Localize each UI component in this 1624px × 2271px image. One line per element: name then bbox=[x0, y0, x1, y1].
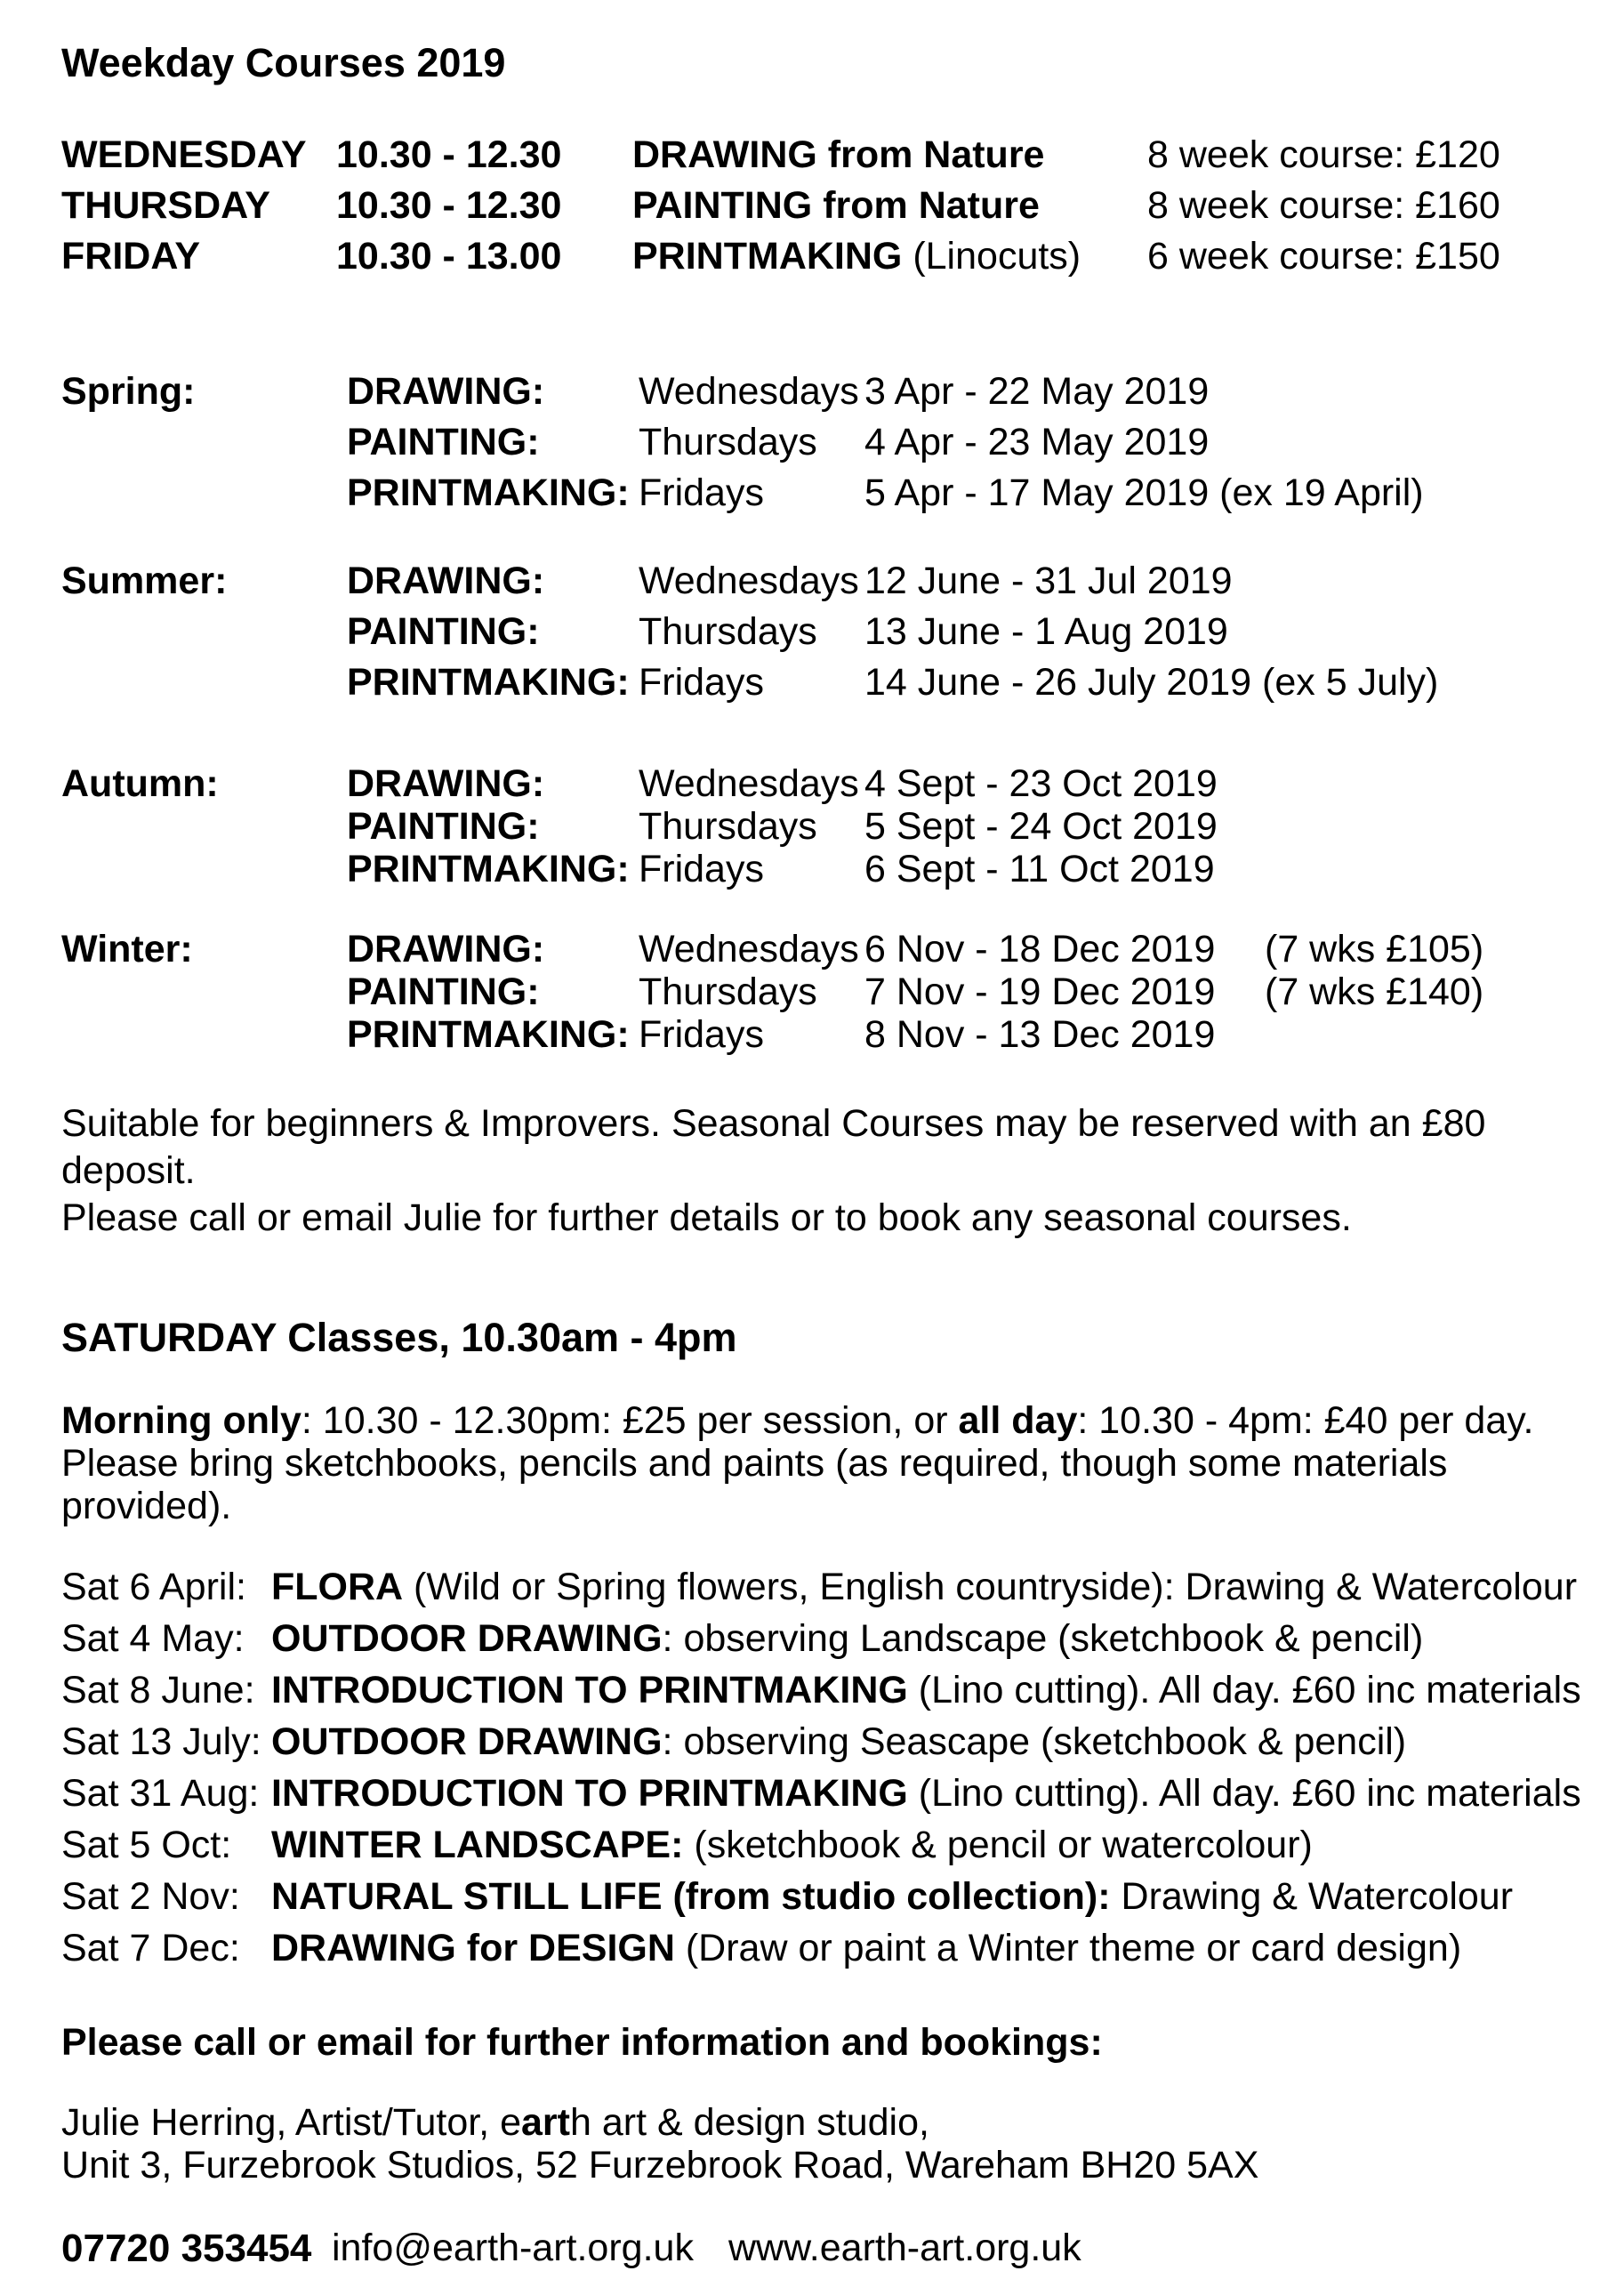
class-info bbox=[271, 1566, 1577, 1609]
class-date: Sat 8 June: bbox=[61, 1669, 255, 1711]
class-desc: (Lino cutting). All day. £60 inc materials bbox=[907, 1772, 1581, 1815]
saturday-heading: SATURDAY Classes, 10.30am - 4pm bbox=[61, 1315, 737, 1360]
class-date: Sat 6 April: bbox=[61, 1566, 246, 1608]
weekday-label: Fridays bbox=[639, 661, 764, 704]
price-note: (7 wks £105) bbox=[1265, 928, 1484, 970]
weekday-label: Thursdays bbox=[639, 610, 817, 653]
class-title: NATURAL STILL LIFE (from studio collection): bbox=[271, 1875, 1111, 1918]
weekday-label: Thursdays bbox=[639, 421, 817, 463]
weekday-label: Thursdays bbox=[639, 805, 817, 848]
course-name-bold: PAINTING from Nature bbox=[632, 184, 1040, 227]
list-item bbox=[61, 1669, 1588, 1720]
class-info bbox=[271, 1720, 1406, 1764]
season-name: Winter: bbox=[61, 928, 193, 970]
date-range: 4 Apr - 23 May 2019 bbox=[864, 421, 1210, 463]
season-name: Spring: bbox=[61, 370, 196, 413]
class-date: Sat 7 Dec: bbox=[61, 1927, 240, 1969]
contact-phone-row bbox=[61, 2227, 1588, 2271]
pricing-morning-bold: Morning only bbox=[61, 1399, 301, 1442]
date-range: 8 Nov - 13 Dec 2019 bbox=[864, 1013, 1216, 1056]
weekday-label: Fridays bbox=[639, 1013, 764, 1056]
class-info bbox=[271, 1617, 1423, 1661]
pricing-allday-bold: all day bbox=[958, 1399, 1078, 1442]
contact-heading: Please call or email for further information and bookings: bbox=[61, 2021, 1103, 2064]
course-name-bold: DRAWING from Nature bbox=[632, 133, 1045, 176]
weekday-label: Wednesdays bbox=[639, 560, 859, 602]
pricing-morning-text: : 10.30 - 12.30pm: £25 per session, or bbox=[301, 1399, 959, 1442]
time-label: 10.30 - 12.30 bbox=[336, 133, 562, 176]
day-label: FRIDAY bbox=[61, 235, 201, 278]
contact-name-pre: Julie Herring, Artist/Tutor, e bbox=[61, 2101, 521, 2144]
day-label: THURSDAY bbox=[61, 184, 270, 227]
contact-name-bold: art bbox=[521, 2101, 570, 2144]
contact-line-address: Unit 3, Furzebrook Studios, 52 Furzebrook Road, Wareham BH20 5AX bbox=[61, 2144, 1259, 2186]
page-title: Weekday Courses 2019 bbox=[61, 40, 506, 85]
class-date: Sat 13 July: bbox=[61, 1720, 261, 1763]
date-range: 4 Sept - 23 Oct 2019 bbox=[864, 762, 1218, 805]
list-item bbox=[61, 1875, 1588, 1927]
course-price: 6 week course: £150 bbox=[1147, 235, 1500, 278]
booking-notes bbox=[61, 1100, 1588, 1242]
course-label: PAINTING: bbox=[347, 970, 540, 1013]
class-title: OUTDOOR DRAWING bbox=[271, 1720, 663, 1763]
date-range: 7 Nov - 19 Dec 2019 bbox=[864, 970, 1216, 1013]
weekday-course-table bbox=[61, 133, 1588, 286]
course-label: PRINTMAKING: bbox=[347, 471, 630, 514]
course-label: DRAWING: bbox=[347, 928, 545, 970]
phone-number: 07720 353454 bbox=[61, 2227, 312, 2270]
date-range: 6 Nov - 18 Dec 2019 bbox=[864, 928, 1216, 970]
list-item bbox=[61, 1566, 1588, 1617]
date-range: 12 June - 31 Jul 2019 bbox=[864, 560, 1233, 602]
class-desc: Drawing & Watercolour bbox=[1110, 1875, 1514, 1918]
class-info bbox=[271, 1669, 1581, 1712]
class-date: Sat 31 Aug: bbox=[61, 1772, 260, 1815]
weekday-label: Wednesdays bbox=[639, 370, 859, 413]
season-block-winter bbox=[61, 928, 1588, 1056]
weekday-label: Wednesdays bbox=[639, 928, 859, 970]
contact-name-post: h art & design studio, bbox=[569, 2101, 929, 2144]
class-desc: (Lino cutting). All day. £60 inc materials bbox=[907, 1669, 1581, 1711]
course-label: PRINTMAKING: bbox=[347, 848, 630, 890]
course-label: PAINTING: bbox=[347, 421, 540, 463]
class-date: Sat 5 Oct: bbox=[61, 1824, 232, 1866]
course-label: PAINTING: bbox=[347, 805, 540, 848]
course-label: PRINTMAKING: bbox=[347, 661, 630, 704]
weekday-label: Fridays bbox=[639, 471, 764, 514]
class-desc: (sketchbook & pencil or watercolour) bbox=[683, 1824, 1313, 1866]
class-title: OUTDOOR DRAWING bbox=[271, 1617, 663, 1660]
time-label: 10.30 - 13.00 bbox=[336, 235, 562, 278]
table-row bbox=[61, 235, 1588, 286]
date-range: 14 June - 26 July 2019 (ex 5 July) bbox=[864, 661, 1439, 704]
season-block-spring bbox=[61, 370, 1588, 522]
date-range: 13 June - 1 Aug 2019 bbox=[864, 610, 1228, 653]
table-row bbox=[61, 184, 1588, 235]
season-name: Summer: bbox=[61, 560, 228, 602]
class-desc: : observing Landscape (sketchbook & pencil) bbox=[662, 1617, 1424, 1660]
class-title: INTRODUCTION TO PRINTMAKING bbox=[271, 1772, 908, 1815]
season-row bbox=[61, 610, 1588, 661]
class-info bbox=[271, 1875, 1513, 1919]
class-info bbox=[271, 1824, 1313, 1867]
course-name bbox=[632, 235, 1081, 278]
contact-details bbox=[61, 2101, 1588, 2186]
list-item bbox=[61, 1927, 1588, 1978]
list-item bbox=[61, 1720, 1588, 1772]
season-row bbox=[61, 762, 1588, 805]
season-row bbox=[61, 928, 1588, 970]
class-desc: (Wild or Spring flowers, English countryside): Drawing & Watercolour bbox=[403, 1566, 1578, 1608]
course-name bbox=[632, 133, 1044, 177]
course-price: 8 week course: £160 bbox=[1147, 184, 1500, 227]
course-name bbox=[632, 184, 1040, 228]
date-range: 5 Sept - 24 Oct 2019 bbox=[864, 805, 1218, 848]
season-block-summer bbox=[61, 560, 1588, 712]
course-label: PRINTMAKING: bbox=[347, 1013, 630, 1056]
price-note: (7 wks £140) bbox=[1265, 970, 1484, 1013]
contact-line-studio bbox=[61, 2101, 1588, 2144]
booking-notes-line1: Suitable for beginners & Improvers. Seasonal Courses may be reserved with an £80 deposit. bbox=[61, 1102, 1486, 1192]
saturday-pricing-line2: Please bring sketchbooks, pencils and paints (as required, though some materials provided). bbox=[61, 1442, 1448, 1527]
list-item bbox=[61, 1824, 1588, 1875]
class-info bbox=[271, 1772, 1581, 1816]
date-range: 3 Apr - 22 May 2019 bbox=[864, 370, 1210, 413]
saturday-class-list bbox=[61, 1566, 1588, 1978]
season-row bbox=[61, 661, 1588, 712]
class-date: Sat 4 May: bbox=[61, 1617, 245, 1660]
course-name-rest: (Linocuts) bbox=[902, 235, 1081, 278]
class-desc: : observing Seascape (sketchbook & pencil) bbox=[662, 1720, 1407, 1763]
pricing-allday-text: : 10.30 - 4pm: £40 per day. bbox=[1077, 1399, 1534, 1442]
time-label: 10.30 - 12.30 bbox=[336, 184, 562, 227]
website-url: www.earth-art.org.uk bbox=[728, 2227, 1081, 2269]
season-row bbox=[61, 1013, 1588, 1056]
season-block-autumn bbox=[61, 762, 1588, 890]
saturday-pricing-line1 bbox=[61, 1399, 1588, 1442]
course-label: PAINTING: bbox=[347, 610, 540, 653]
weekday-label: Wednesdays bbox=[639, 762, 859, 805]
booking-notes-line2: Please call or email Julie for further details or to book any seasonal courses. bbox=[61, 1196, 1352, 1239]
season-row bbox=[61, 970, 1588, 1013]
course-name-bold: PRINTMAKING bbox=[632, 235, 903, 278]
day-label: WEDNESDAY bbox=[61, 133, 307, 176]
class-title: WINTER LANDSCAPE: bbox=[271, 1824, 684, 1866]
saturday-pricing bbox=[61, 1399, 1588, 1527]
class-title: FLORA bbox=[271, 1566, 404, 1608]
season-name: Autumn: bbox=[61, 762, 219, 805]
table-row bbox=[61, 133, 1588, 184]
season-row bbox=[61, 370, 1588, 421]
date-range: 5 Apr - 17 May 2019 (ex 19 April) bbox=[864, 471, 1424, 514]
course-price: 8 week course: £120 bbox=[1147, 133, 1500, 176]
email-address: info@earth-art.org.uk bbox=[332, 2227, 694, 2269]
list-item bbox=[61, 1772, 1588, 1824]
weekday-label: Thursdays bbox=[639, 970, 817, 1013]
season-row bbox=[61, 421, 1588, 471]
course-label: DRAWING: bbox=[347, 370, 545, 413]
list-item bbox=[61, 1617, 1588, 1669]
class-info bbox=[271, 1927, 1461, 1970]
course-label: DRAWING: bbox=[347, 762, 545, 805]
class-desc: (Draw or paint a Winter theme or card design) bbox=[674, 1927, 1462, 1969]
season-row bbox=[61, 805, 1588, 848]
class-date: Sat 2 Nov: bbox=[61, 1875, 240, 1918]
date-range: 6 Sept - 11 Oct 2019 bbox=[864, 848, 1215, 890]
class-title: INTRODUCTION TO PRINTMAKING bbox=[271, 1669, 908, 1711]
season-row bbox=[61, 471, 1588, 522]
season-row bbox=[61, 848, 1588, 890]
weekday-label: Fridays bbox=[639, 848, 764, 890]
season-row bbox=[61, 560, 1588, 610]
course-label: DRAWING: bbox=[347, 560, 545, 602]
class-title: DRAWING for DESIGN bbox=[271, 1927, 675, 1969]
